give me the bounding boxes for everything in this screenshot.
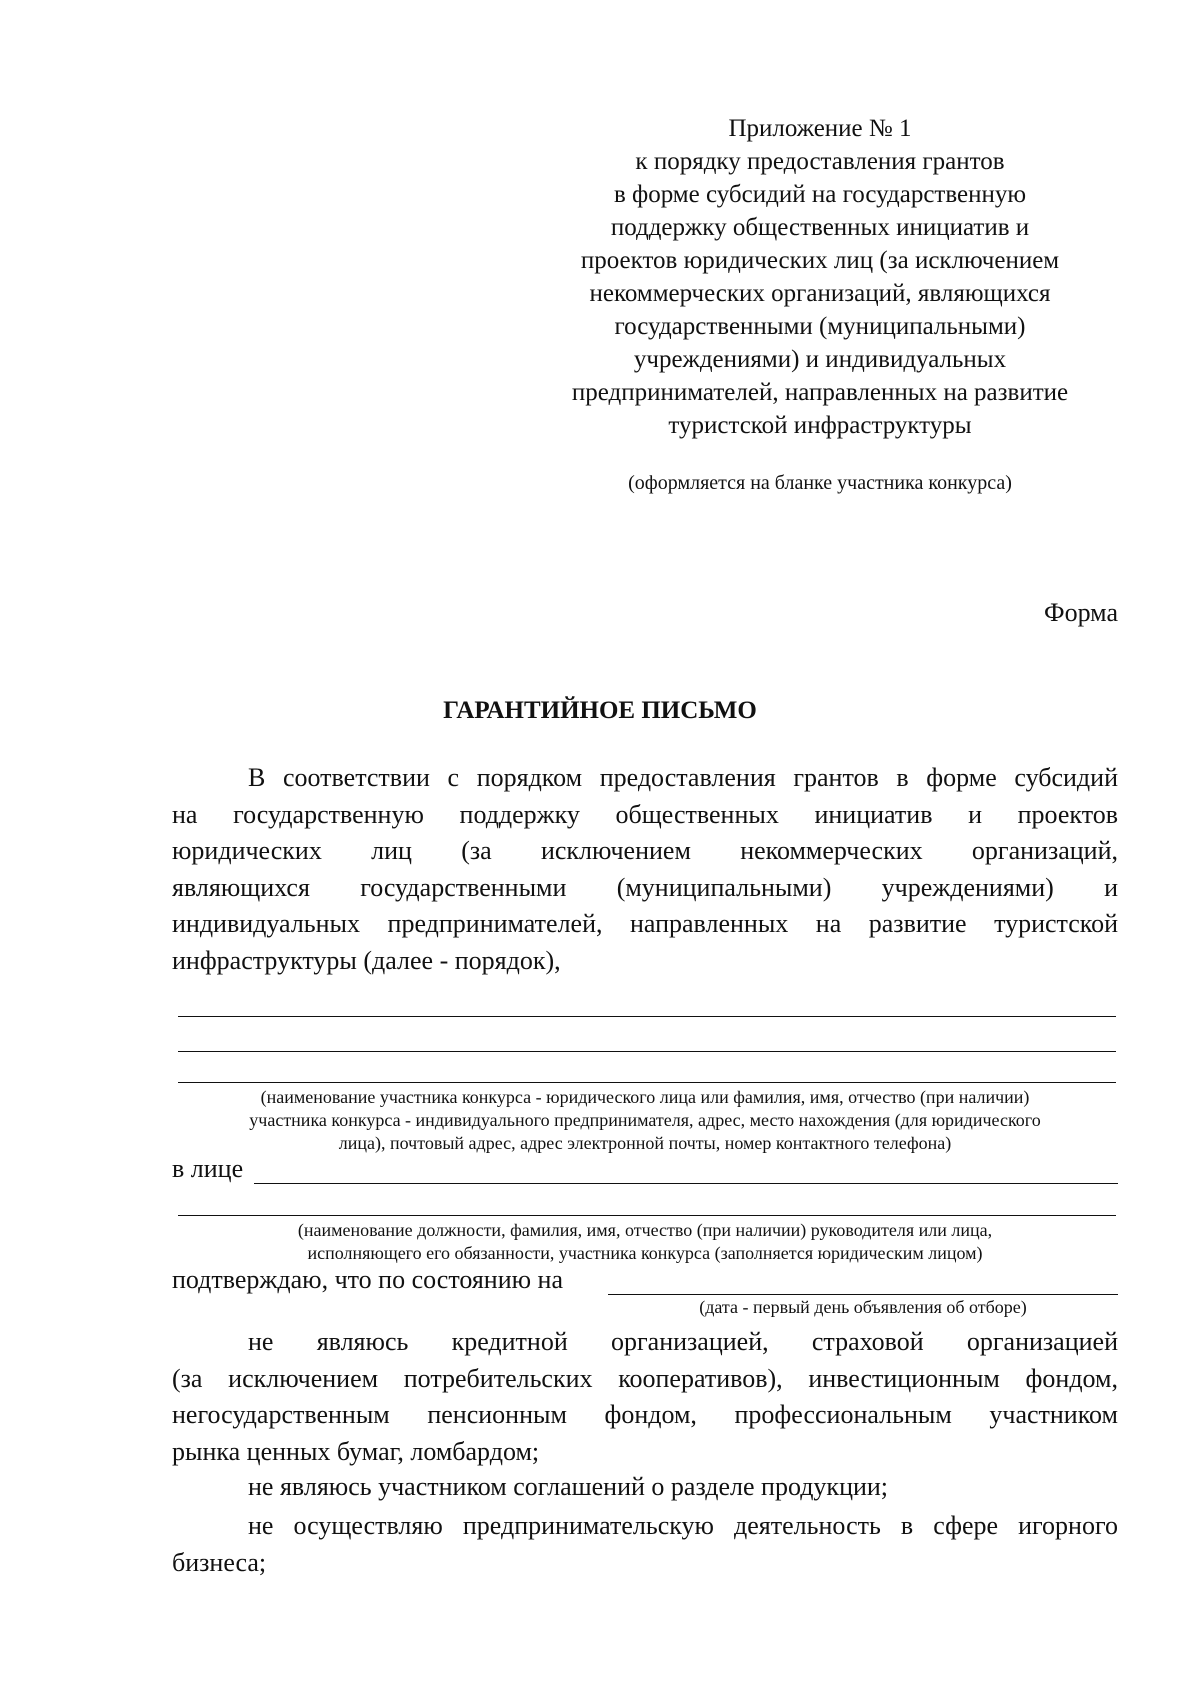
- appendix-header: [540, 112, 1100, 442]
- intro-paragraph: [172, 760, 1118, 979]
- caption-line: (наименование должности, фамилия, имя, отчество (при наличии) руководителя или лица,: [297, 1220, 993, 1240]
- clause-line: не являюсь кредитной организацией, страховой организацией: [248, 1327, 1118, 1356]
- caption-line: участника конкурса - индивидуального предпринимателя, адрес, место нахождения (для юридического: [249, 1110, 1041, 1130]
- document-title: ГАРАНТИЙНОЕ ПИСЬМО: [443, 697, 757, 724]
- in-person-label: в лице: [172, 1154, 244, 1183]
- intro-line: на государственную поддержку общественных инициатив и проектов: [172, 799, 1118, 829]
- clause-line: (за исключением потребительских кооперативов), инвестиционным фондом,: [172, 1363, 1118, 1393]
- clause-line: негосударственным пенсионным фондом, профессиональным участником: [172, 1400, 1118, 1429]
- blank-note: (оформляется на бланке участника конкурса): [628, 472, 1012, 494]
- head-fill-line[interactable]: [178, 1215, 1116, 1216]
- head-caption: [172, 1219, 1118, 1265]
- intro-line: инфраструктуры (далее - порядок),: [172, 945, 561, 975]
- appendix-line: государственными (муниципальными): [614, 313, 1026, 340]
- participant-caption: [172, 1086, 1118, 1155]
- form-label: Форма: [1044, 598, 1118, 627]
- clause-line: не осуществляю предпринимательскую деятельность в сфере игорного: [248, 1511, 1118, 1540]
- participant-fill-line[interactable]: [178, 1082, 1116, 1083]
- in-person-fill-line[interactable]: [254, 1183, 1118, 1184]
- caption-line: (наименование участника конкурса - юридического лица или фамилия, имя, отчество (при наличии): [260, 1087, 1030, 1107]
- appendix-line: проектов юридических лиц (за исключением: [580, 247, 1060, 274]
- appendix-line: учреждениями) и индивидуальных: [633, 346, 1007, 373]
- caption-line: исполняющего его обязанности, участника конкурса (заполняется юридическим лицом): [307, 1243, 983, 1263]
- intro-line: юридических лиц (за исключением некоммерческих организаций,: [172, 836, 1118, 865]
- appendix-line: Приложение № 1: [728, 115, 912, 142]
- appendix-line: поддержку общественных инициатив и: [610, 214, 1030, 241]
- clause-paragraph: [172, 1324, 1118, 1470]
- appendix-line: туристской инфраструктуры: [668, 412, 972, 439]
- clause-paragraph: [172, 1508, 1118, 1581]
- date-caption: (дата - первый день объявления об отборе): [699, 1297, 1027, 1317]
- clause-line: не являюсь участником соглашений о разделе продукции;: [248, 1472, 889, 1501]
- confirm-label: подтверждаю, что по состоянию на: [172, 1265, 564, 1294]
- appendix-line: к порядку предоставления грантов: [635, 148, 1005, 175]
- clause-line: рынка ценных бумаг, ломбардом;: [172, 1436, 540, 1466]
- appendix-line: предпринимателей, направленных на развитие: [571, 379, 1069, 406]
- appendix-line: в форме субсидий на государственную: [613, 181, 1027, 208]
- date-fill-line[interactable]: [608, 1294, 1118, 1295]
- intro-line: В соответствии с порядком предоставления грантов в форме субсидий: [248, 763, 1118, 792]
- appendix-line: некоммерческих организаций, являющихся: [589, 280, 1051, 307]
- participant-fill-line[interactable]: [178, 1016, 1116, 1017]
- participant-fill-line[interactable]: [178, 1051, 1116, 1052]
- caption-line: лица), почтовый адрес, адрес электронной почты, номер контактного телефона): [338, 1133, 952, 1153]
- intro-line: индивидуальных предпринимателей, направленных на развитие туристской: [172, 909, 1118, 938]
- intro-line: являющихся государственными (муниципальными) учреждениями) и: [172, 872, 1118, 902]
- clause-line: бизнеса;: [172, 1547, 267, 1577]
